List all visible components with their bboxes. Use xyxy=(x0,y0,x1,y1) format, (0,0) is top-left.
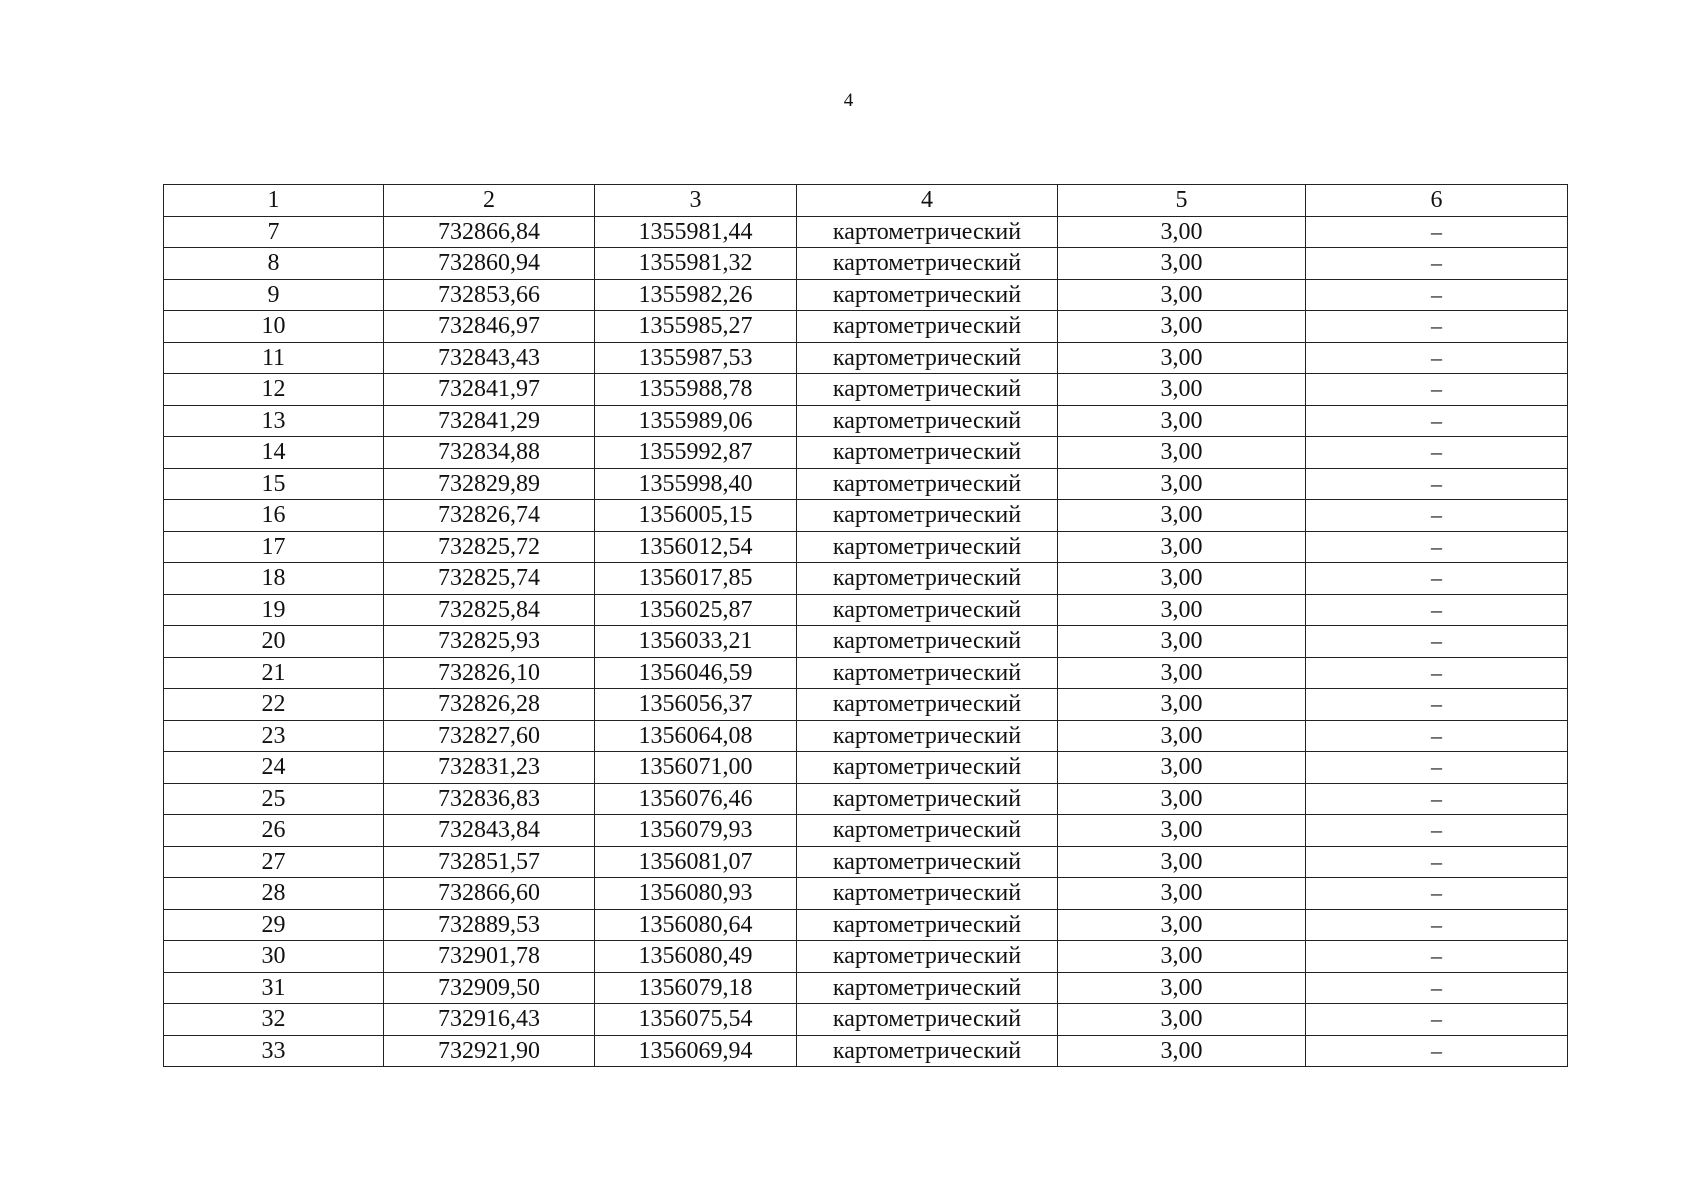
description-cell: – xyxy=(1306,783,1568,815)
method-cell: картометрический xyxy=(797,752,1058,784)
x-coordinate-cell: 732889,53 xyxy=(384,909,595,941)
accuracy-cell: 3,00 xyxy=(1058,657,1306,689)
table-row xyxy=(164,752,1568,784)
y-coordinate-cell: 1356080,93 xyxy=(595,878,797,910)
table-row xyxy=(164,657,1568,689)
y-coordinate-cell: 1356079,18 xyxy=(595,972,797,1004)
point-number-cell: 15 xyxy=(164,468,384,500)
accuracy-cell: 3,00 xyxy=(1058,437,1306,469)
point-number-cell: 22 xyxy=(164,689,384,721)
point-number-cell: 7 xyxy=(164,216,384,248)
accuracy-cell: 3,00 xyxy=(1058,531,1306,563)
method-cell: картометрический xyxy=(797,815,1058,847)
x-coordinate-cell: 732825,72 xyxy=(384,531,595,563)
point-number-cell: 18 xyxy=(164,563,384,595)
x-coordinate-cell: 732909,50 xyxy=(384,972,595,1004)
point-number-cell: 28 xyxy=(164,878,384,910)
table-row xyxy=(164,342,1568,374)
method-cell: картометрический xyxy=(797,342,1058,374)
table-row xyxy=(164,531,1568,563)
method-cell: картометрический xyxy=(797,374,1058,406)
accuracy-cell: 3,00 xyxy=(1058,374,1306,406)
accuracy-cell: 3,00 xyxy=(1058,594,1306,626)
description-cell: – xyxy=(1306,815,1568,847)
table-header-row xyxy=(164,185,1568,217)
page-number: 4 xyxy=(843,90,854,111)
point-number-cell: 27 xyxy=(164,846,384,878)
accuracy-cell: 3,00 xyxy=(1058,405,1306,437)
method-cell: картометрический xyxy=(797,500,1058,532)
description-cell: – xyxy=(1306,405,1568,437)
description-cell: – xyxy=(1306,468,1568,500)
point-number-cell: 17 xyxy=(164,531,384,563)
table-body xyxy=(164,185,1568,1067)
accuracy-cell: 3,00 xyxy=(1058,783,1306,815)
accuracy-cell: 3,00 xyxy=(1058,689,1306,721)
method-cell: картометрический xyxy=(797,626,1058,658)
method-cell: картометрический xyxy=(797,594,1058,626)
accuracy-cell: 3,00 xyxy=(1058,500,1306,532)
x-coordinate-cell: 732831,23 xyxy=(384,752,595,784)
method-cell: картометрический xyxy=(797,846,1058,878)
x-coordinate-cell: 732866,84 xyxy=(384,216,595,248)
x-coordinate-cell: 732825,93 xyxy=(384,626,595,658)
table-row xyxy=(164,311,1568,343)
x-coordinate-cell: 732843,84 xyxy=(384,815,595,847)
x-coordinate-cell: 732921,90 xyxy=(384,1035,595,1067)
y-coordinate-cell: 1356079,93 xyxy=(595,815,797,847)
accuracy-cell: 3,00 xyxy=(1058,1035,1306,1067)
method-cell: картометрический xyxy=(797,878,1058,910)
method-cell: картометрический xyxy=(797,657,1058,689)
table-row xyxy=(164,909,1568,941)
y-coordinate-cell: 1355981,32 xyxy=(595,248,797,280)
description-cell: – xyxy=(1306,374,1568,406)
table-row xyxy=(164,405,1568,437)
description-cell: – xyxy=(1306,657,1568,689)
description-cell: – xyxy=(1306,878,1568,910)
accuracy-cell: 3,00 xyxy=(1058,846,1306,878)
y-coordinate-cell: 1356064,08 xyxy=(595,720,797,752)
x-coordinate-cell: 732825,84 xyxy=(384,594,595,626)
point-number-cell: 12 xyxy=(164,374,384,406)
description-cell: – xyxy=(1306,437,1568,469)
y-coordinate-cell: 1355989,06 xyxy=(595,405,797,437)
point-number-cell: 23 xyxy=(164,720,384,752)
x-coordinate-cell: 732866,60 xyxy=(384,878,595,910)
accuracy-cell: 3,00 xyxy=(1058,248,1306,280)
x-coordinate-cell: 732843,43 xyxy=(384,342,595,374)
accuracy-cell: 3,00 xyxy=(1058,279,1306,311)
x-coordinate-cell: 732826,74 xyxy=(384,500,595,532)
table-row xyxy=(164,783,1568,815)
point-number-cell: 30 xyxy=(164,941,384,973)
table-row xyxy=(164,594,1568,626)
accuracy-cell: 3,00 xyxy=(1058,563,1306,595)
method-cell: картометрический xyxy=(797,720,1058,752)
method-cell: картометрический xyxy=(797,1035,1058,1067)
point-number-cell: 8 xyxy=(164,248,384,280)
description-cell: – xyxy=(1306,846,1568,878)
point-number-cell: 26 xyxy=(164,815,384,847)
table-row xyxy=(164,437,1568,469)
accuracy-cell: 3,00 xyxy=(1058,941,1306,973)
point-number-cell: 32 xyxy=(164,1004,384,1036)
accuracy-cell: 3,00 xyxy=(1058,1004,1306,1036)
y-coordinate-cell: 1356069,94 xyxy=(595,1035,797,1067)
y-coordinate-cell: 1355988,78 xyxy=(595,374,797,406)
x-coordinate-cell: 732841,97 xyxy=(384,374,595,406)
x-coordinate-cell: 732827,60 xyxy=(384,720,595,752)
table-row xyxy=(164,500,1568,532)
accuracy-cell: 3,00 xyxy=(1058,342,1306,374)
column-number-6: 6 xyxy=(1306,185,1568,217)
x-coordinate-cell: 732901,78 xyxy=(384,941,595,973)
method-cell: картометрический xyxy=(797,437,1058,469)
y-coordinate-cell: 1356025,87 xyxy=(595,594,797,626)
method-cell: картометрический xyxy=(797,531,1058,563)
point-number-cell: 13 xyxy=(164,405,384,437)
description-cell: – xyxy=(1306,594,1568,626)
point-number-cell: 21 xyxy=(164,657,384,689)
y-coordinate-cell: 1356005,15 xyxy=(595,500,797,532)
y-coordinate-cell: 1356075,54 xyxy=(595,1004,797,1036)
y-coordinate-cell: 1355992,87 xyxy=(595,437,797,469)
description-cell: – xyxy=(1306,720,1568,752)
description-cell: – xyxy=(1306,279,1568,311)
column-number-1: 1 xyxy=(164,185,384,217)
x-coordinate-cell: 732836,83 xyxy=(384,783,595,815)
column-number-5: 5 xyxy=(1058,185,1306,217)
point-number-cell: 9 xyxy=(164,279,384,311)
accuracy-cell: 3,00 xyxy=(1058,972,1306,1004)
x-coordinate-cell: 732846,97 xyxy=(384,311,595,343)
x-coordinate-cell: 732860,94 xyxy=(384,248,595,280)
method-cell: картометрический xyxy=(797,563,1058,595)
accuracy-cell: 3,00 xyxy=(1058,311,1306,343)
column-number-2: 2 xyxy=(384,185,595,217)
x-coordinate-cell: 732841,29 xyxy=(384,405,595,437)
y-coordinate-cell: 1355998,40 xyxy=(595,468,797,500)
description-cell: – xyxy=(1306,752,1568,784)
table-row xyxy=(164,563,1568,595)
method-cell: картометрический xyxy=(797,405,1058,437)
x-coordinate-cell: 732829,89 xyxy=(384,468,595,500)
y-coordinate-cell: 1356071,00 xyxy=(595,752,797,784)
table-row xyxy=(164,216,1568,248)
y-coordinate-cell: 1356081,07 xyxy=(595,846,797,878)
method-cell: картометрический xyxy=(797,972,1058,1004)
description-cell: – xyxy=(1306,563,1568,595)
y-coordinate-cell: 1356080,64 xyxy=(595,909,797,941)
column-number-3: 3 xyxy=(595,185,797,217)
table-row xyxy=(164,878,1568,910)
point-number-cell: 29 xyxy=(164,909,384,941)
point-number-cell: 20 xyxy=(164,626,384,658)
description-cell: – xyxy=(1306,216,1568,248)
method-cell: картометрический xyxy=(797,311,1058,343)
point-number-cell: 25 xyxy=(164,783,384,815)
y-coordinate-cell: 1355981,44 xyxy=(595,216,797,248)
table-row xyxy=(164,248,1568,280)
table-row xyxy=(164,1004,1568,1036)
accuracy-cell: 3,00 xyxy=(1058,720,1306,752)
method-cell: картометрический xyxy=(797,941,1058,973)
x-coordinate-cell: 732916,43 xyxy=(384,1004,595,1036)
y-coordinate-cell: 1356080,49 xyxy=(595,941,797,973)
description-cell: – xyxy=(1306,1004,1568,1036)
description-cell: – xyxy=(1306,972,1568,1004)
y-coordinate-cell: 1355982,26 xyxy=(595,279,797,311)
x-coordinate-cell: 732834,88 xyxy=(384,437,595,469)
point-number-cell: 16 xyxy=(164,500,384,532)
column-number-4: 4 xyxy=(797,185,1058,217)
table-row xyxy=(164,1035,1568,1067)
description-cell: – xyxy=(1306,626,1568,658)
y-coordinate-cell: 1356012,54 xyxy=(595,531,797,563)
accuracy-cell: 3,00 xyxy=(1058,216,1306,248)
y-coordinate-cell: 1356033,21 xyxy=(595,626,797,658)
accuracy-cell: 3,00 xyxy=(1058,752,1306,784)
table-row xyxy=(164,689,1568,721)
method-cell: картометрический xyxy=(797,248,1058,280)
description-cell: – xyxy=(1306,1035,1568,1067)
x-coordinate-cell: 732826,10 xyxy=(384,657,595,689)
y-coordinate-cell: 1355985,27 xyxy=(595,311,797,343)
description-cell: – xyxy=(1306,311,1568,343)
table-row xyxy=(164,374,1568,406)
table-row xyxy=(164,972,1568,1004)
x-coordinate-cell: 732825,74 xyxy=(384,563,595,595)
accuracy-cell: 3,00 xyxy=(1058,878,1306,910)
x-coordinate-cell: 732851,57 xyxy=(384,846,595,878)
point-number-cell: 19 xyxy=(164,594,384,626)
coordinates-table xyxy=(163,184,1568,1067)
table-row xyxy=(164,626,1568,658)
method-cell: картометрический xyxy=(797,216,1058,248)
method-cell: картометрический xyxy=(797,1004,1058,1036)
accuracy-cell: 3,00 xyxy=(1058,815,1306,847)
table-row xyxy=(164,815,1568,847)
point-number-cell: 14 xyxy=(164,437,384,469)
description-cell: – xyxy=(1306,689,1568,721)
description-cell: – xyxy=(1306,909,1568,941)
y-coordinate-cell: 1356017,85 xyxy=(595,563,797,595)
description-cell: – xyxy=(1306,531,1568,563)
accuracy-cell: 3,00 xyxy=(1058,626,1306,658)
table-row xyxy=(164,846,1568,878)
accuracy-cell: 3,00 xyxy=(1058,468,1306,500)
description-cell: – xyxy=(1306,248,1568,280)
table-row xyxy=(164,468,1568,500)
method-cell: картометрический xyxy=(797,783,1058,815)
point-number-cell: 31 xyxy=(164,972,384,1004)
table-row xyxy=(164,941,1568,973)
table-row xyxy=(164,720,1568,752)
y-coordinate-cell: 1355987,53 xyxy=(595,342,797,374)
x-coordinate-cell: 732826,28 xyxy=(384,689,595,721)
table-row xyxy=(164,279,1568,311)
description-cell: – xyxy=(1306,941,1568,973)
y-coordinate-cell: 1356056,37 xyxy=(595,689,797,721)
method-cell: картометрический xyxy=(797,468,1058,500)
y-coordinate-cell: 1356046,59 xyxy=(595,657,797,689)
accuracy-cell: 3,00 xyxy=(1058,909,1306,941)
method-cell: картометрический xyxy=(797,689,1058,721)
point-number-cell: 10 xyxy=(164,311,384,343)
description-cell: – xyxy=(1306,500,1568,532)
point-number-cell: 11 xyxy=(164,342,384,374)
point-number-cell: 33 xyxy=(164,1035,384,1067)
x-coordinate-cell: 732853,66 xyxy=(384,279,595,311)
description-cell: – xyxy=(1306,342,1568,374)
method-cell: картометрический xyxy=(797,909,1058,941)
point-number-cell: 24 xyxy=(164,752,384,784)
method-cell: картометрический xyxy=(797,279,1058,311)
y-coordinate-cell: 1356076,46 xyxy=(595,783,797,815)
